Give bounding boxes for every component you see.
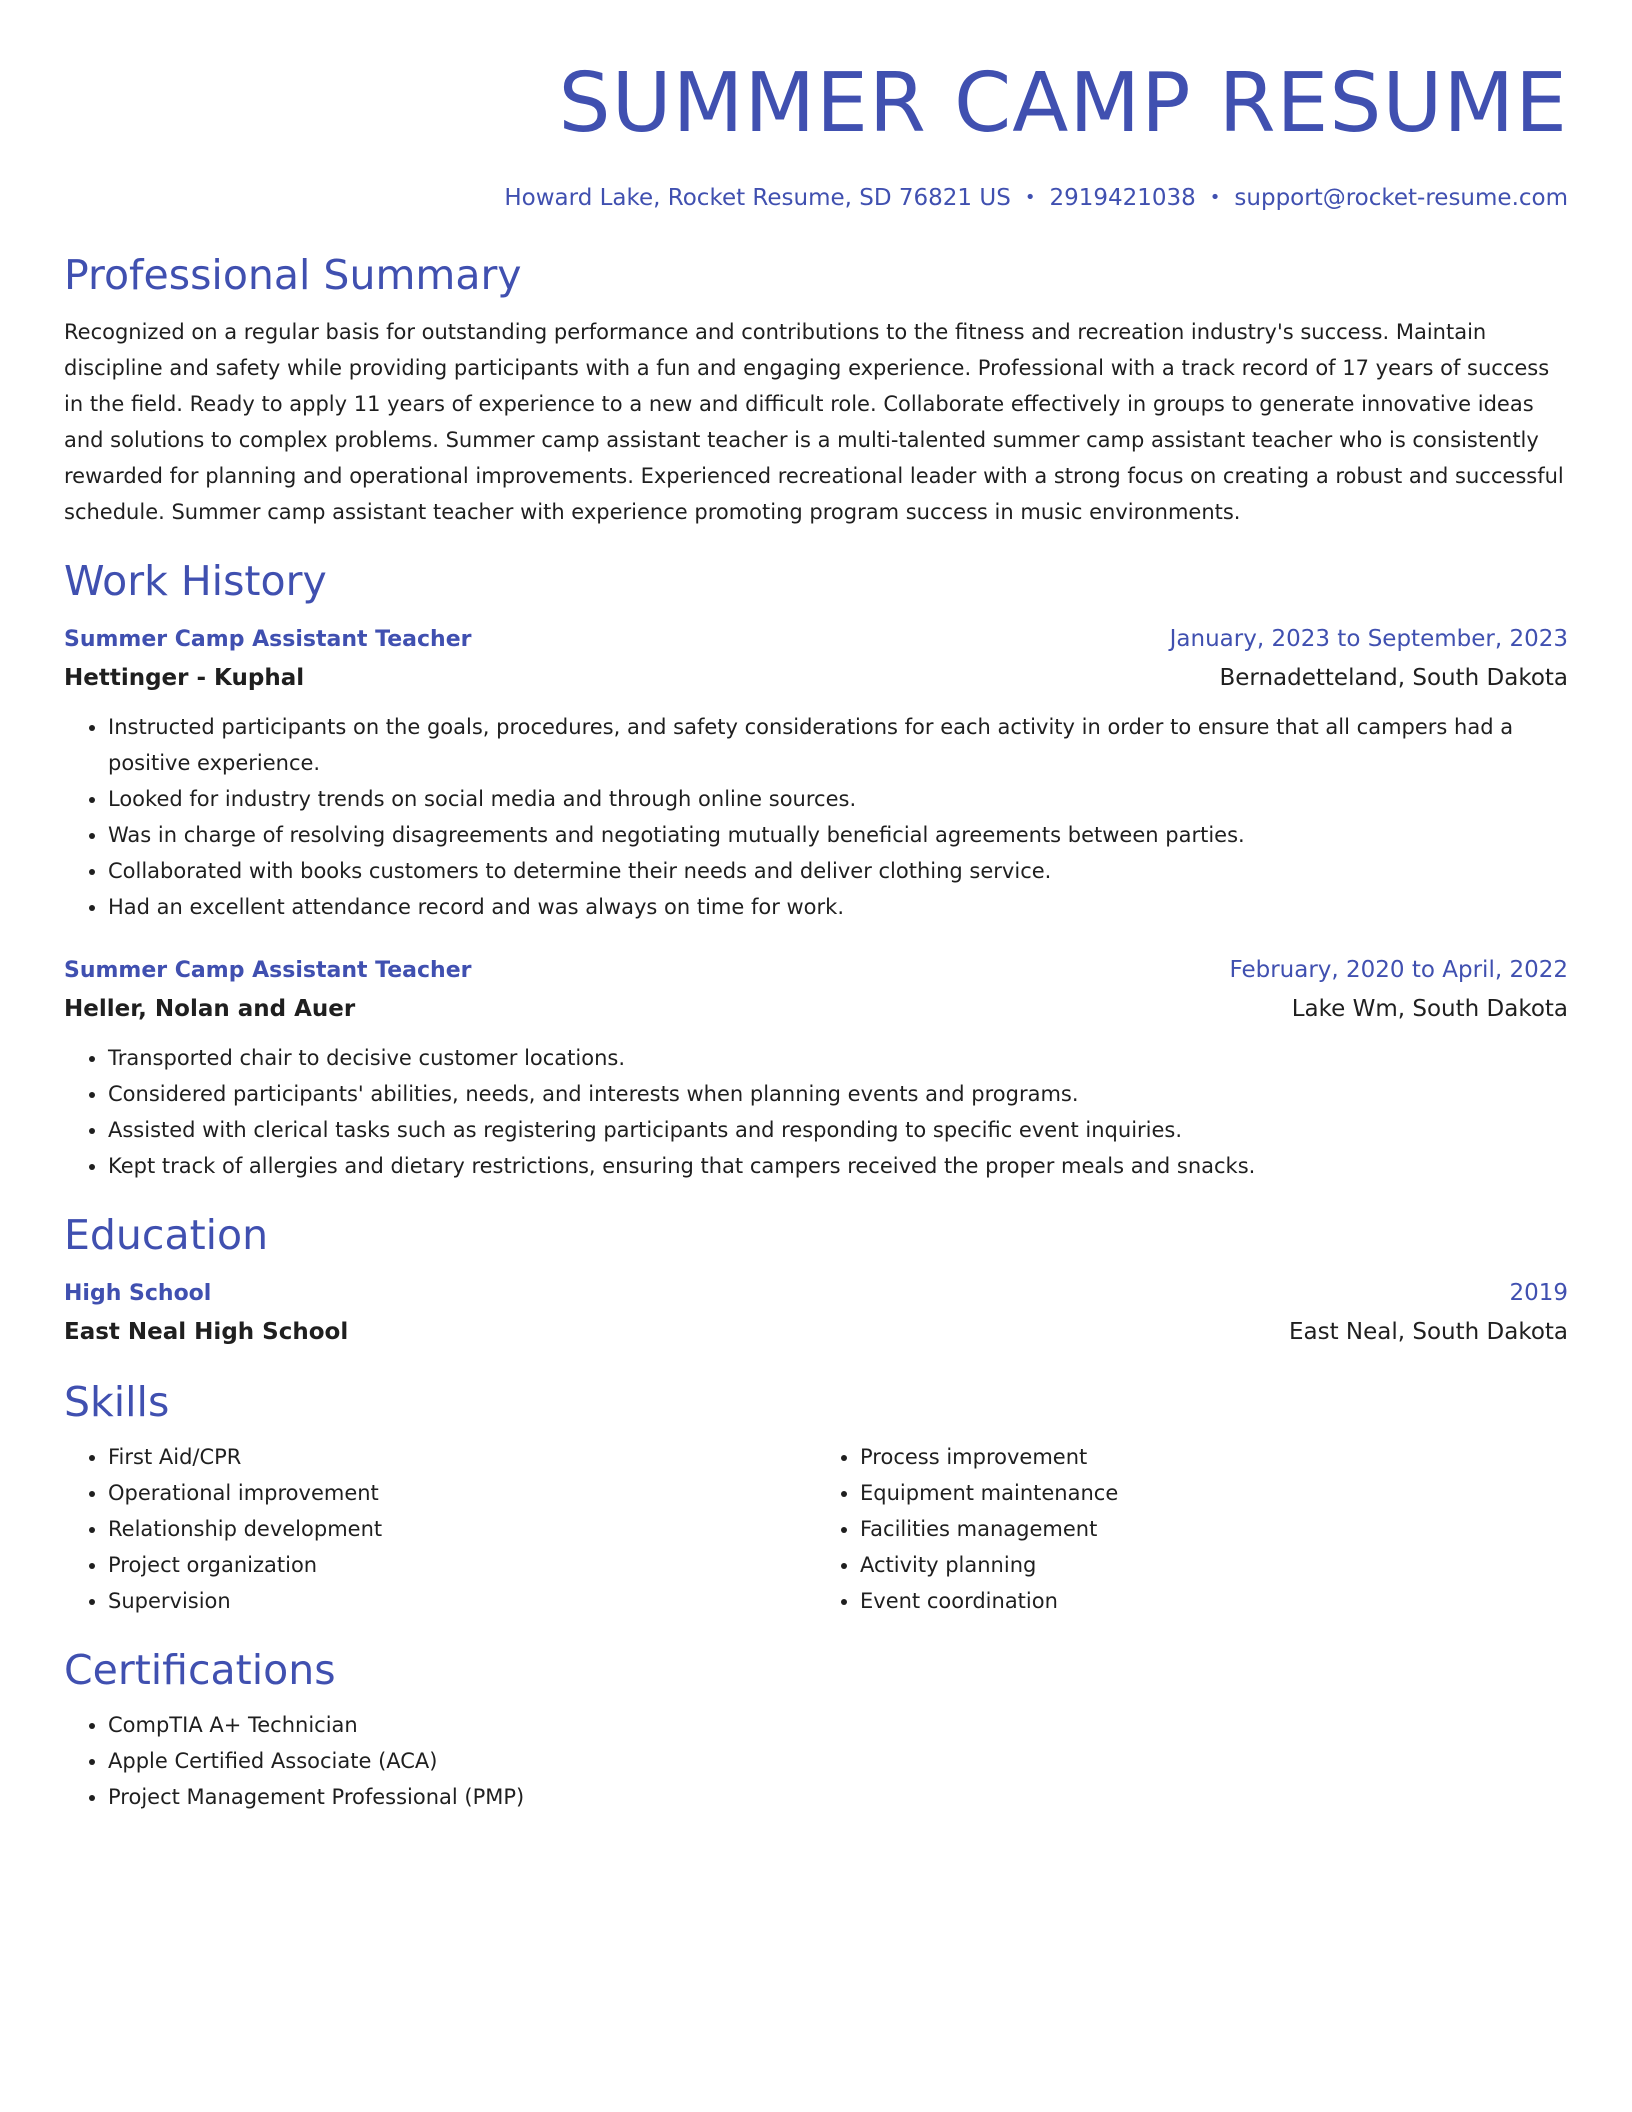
education-degree: High School [64, 1281, 212, 1306]
skill-item: • Operational improvement [108, 1475, 816, 1511]
skill-item: • Project organization [108, 1547, 816, 1583]
job-duty: • Had an excellent attendance record and was always on time for work. [108, 889, 1568, 925]
work-history-heading: Work History [64, 557, 327, 605]
job-duty: • Assisted with clerical tasks such as registering participants and responding to specific event inquiries. [108, 1112, 1568, 1148]
job-duty: • Instructed participants on the goals, procedures, and safety considerations for each activity in order to ensure that all campers had a positive experience. [108, 709, 1568, 781]
job-duty: • Collaborated with books customers to determine their needs and deliver clothing service. [108, 853, 1568, 889]
job-duty: • Was in charge of resolving disagreements and negotiating mutually beneficial agreements between parties. [108, 817, 1568, 853]
job-employer: Heller, Nolan and Auer [64, 996, 356, 1022]
job-duty: • Transported chair to decisive customer locations. [108, 1040, 1568, 1076]
job-title-row [64, 620, 1568, 659]
job-entry [64, 620, 1568, 925]
skill-item: • Supervision [108, 1583, 816, 1619]
job-dates: January, 2023 to September, 2023 [1169, 626, 1568, 652]
skills-heading: Skills [64, 1378, 170, 1426]
job-duty: • Kept track of allergies and dietary restrictions, ensuring that campers received the proper meals and snacks. [108, 1148, 1568, 1184]
resume-header [64, 56, 1568, 214]
education-heading: Education [64, 1211, 269, 1259]
contact-phone: 2919421038 [1049, 185, 1196, 211]
education-entry [64, 1274, 1568, 1351]
job-employer-row [64, 659, 1568, 697]
skill-item: • First Aid/CPR [108, 1439, 816, 1475]
job-employer-row [64, 990, 1568, 1028]
job-dates: February, 2020 to April, 2022 [1229, 957, 1568, 983]
contact-address: Howard Lake, Rocket Resume, SD 76821 US [504, 185, 1011, 211]
contact-separator: • [1024, 187, 1036, 208]
certifications-heading: Certifications [64, 1646, 336, 1694]
summary-heading: Professional Summary [64, 251, 522, 299]
education-degree-row [64, 1274, 1568, 1313]
certifications-list [64, 1707, 1568, 1815]
education-school: East Neal High School [64, 1319, 349, 1345]
contact-email: support@rocket-resume.com [1234, 185, 1568, 211]
contact-separator: • [1209, 187, 1221, 208]
resume-title: SUMMER CAMP RESUME [558, 56, 1568, 151]
job-duty: • Looked for industry trends on social media and through online sources. [108, 781, 1568, 817]
job-employer: Hettinger - Kuphal [64, 665, 305, 691]
job-duties-list [64, 1040, 1568, 1184]
job-title-row [64, 951, 1568, 990]
skill-item: • Activity planning [860, 1547, 1568, 1583]
job-location: Bernadetteland, South Dakota [1219, 665, 1568, 691]
skill-item: • Process improvement [860, 1439, 1568, 1475]
skills-list-left [64, 1439, 816, 1619]
summary-text: Recognized on a regular basis for outstanding performance and contributions to the fitness and recreation industry's success. Maintain discipline and safety while providing participants with a fun and engaging experience. Professional with a track record of 17 years of success in the field. Ready to apply 11 years of experience to a new and difficult role. Collaborate effectively in groups to generate innovative ideas and solutions to complex problems. Summer camp assistant teacher is a multi-talented summer camp assistant teacher who is consistently rewarded for planning and operational improvements. Experienced recreational leader with a strong focus on creating a robust and successful schedule. Summer camp assistant teacher with experience promoting program success in music environments. [64, 320, 1564, 524]
job-role: Summer Camp Assistant Teacher [64, 627, 472, 652]
job-location: Lake Wm, South Dakota [1291, 996, 1568, 1022]
job-duties-list [64, 709, 1568, 925]
skills-list-right [816, 1439, 1568, 1619]
job-role: Summer Camp Assistant Teacher [64, 958, 472, 983]
certification-item: • Project Management Professional (PMP) [108, 1779, 1568, 1815]
certification-item: • CompTIA A+ Technician [108, 1707, 1568, 1743]
skill-item: • Relationship development [108, 1511, 816, 1547]
education-year: 2019 [1509, 1280, 1568, 1306]
certification-item: • Apple Certified Associate (ACA) [108, 1743, 1568, 1779]
skill-item: • Event coordination [860, 1583, 1568, 1619]
education-location: East Neal, South Dakota [1288, 1319, 1568, 1345]
skill-item: • Facilities management [860, 1511, 1568, 1547]
job-duty: • Considered participants' abilities, needs, and interests when planning events and programs. [108, 1076, 1568, 1112]
skills-grid [64, 1439, 1568, 1619]
education-school-row [64, 1313, 1568, 1351]
job-entry [64, 951, 1568, 1184]
skill-item: • Equipment maintenance [860, 1475, 1568, 1511]
contact-line [64, 182, 1568, 214]
